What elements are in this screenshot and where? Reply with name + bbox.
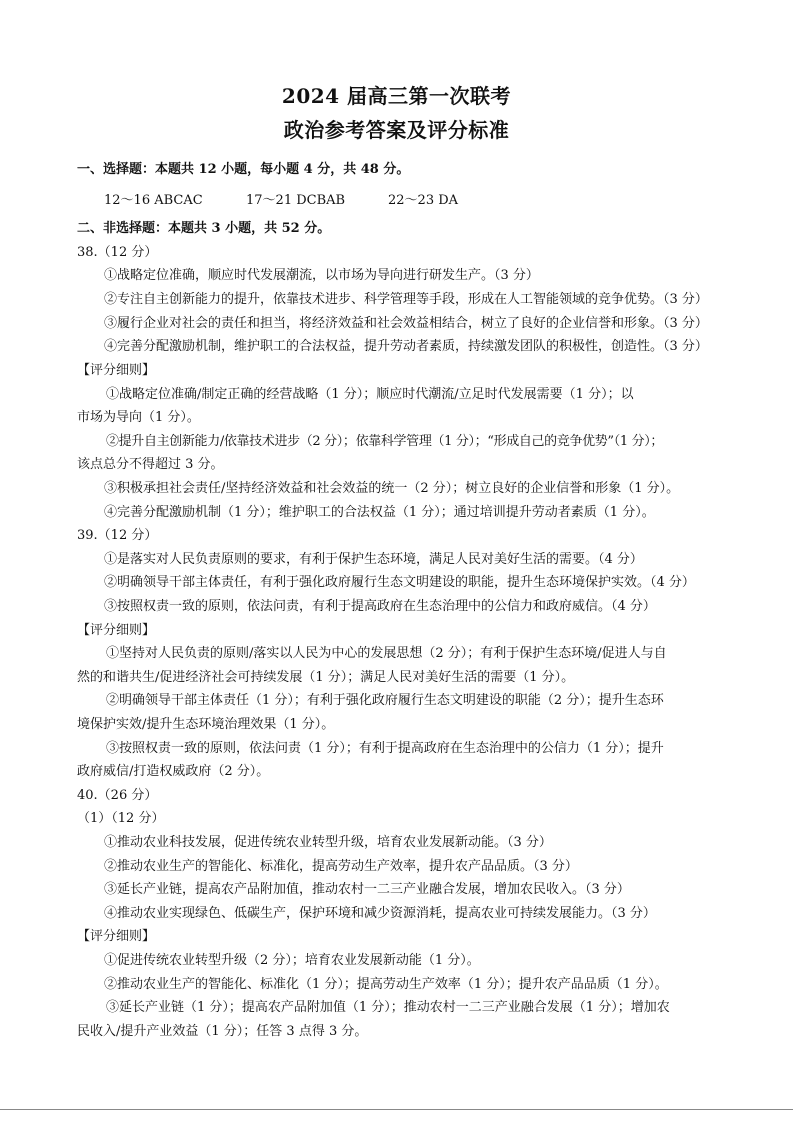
part1-heading: 一、选择题：本题共 12 小题，每小题 4 分，共 48 分。 bbox=[77, 162, 410, 177]
q38-rubric-line: ①战略定位准确/制定正确的经营战略（1 分）；顺应时代潮流/立足时代发展需要（1 分）；以 bbox=[106, 387, 634, 402]
question-39-label: 39.（12 分） bbox=[77, 528, 158, 543]
q38-point-2: ②专注自主创新能力的提升，依靠技术进步、科学管理等手段，形成在人工智能领域的竞争优势。（3 分） bbox=[104, 292, 708, 307]
q38-point-4: ④完善分配激励机制，维护职工的合法权益，提升劳动者素质，持续激发团队的积极性，创造性。（3 分） bbox=[104, 339, 708, 354]
q40-point-2: ②推动农业生产的智能化、标准化，提高劳动生产效率，提升农产品品质。（3 分） bbox=[104, 859, 578, 874]
q40-rubric-heading: 【评分细则】 bbox=[77, 929, 156, 944]
q39-point-2: ②明确领导干部主体责任，有利于强化政府履行生态文明建设的职能，提升生态环境保护实效。（4 分） bbox=[104, 575, 695, 590]
q40-point-3: ③延长产业链，提高农产品附加值，推动农村一二三产业融合发展，增加农民收入。（3 分） bbox=[104, 882, 630, 897]
q39-rubric-line: ③按照权责一致的原则，依法问责（1 分）；有利于提高政府在生态治理中的公信力（1 分）；提升 bbox=[106, 741, 664, 756]
answer-group-1: 12～16 ABCAC bbox=[104, 193, 203, 208]
page-title: 2024 届高三第一次联考 bbox=[281, 84, 512, 108]
q38-point-3: ③履行企业对社会的责任和担当，将经济效益和社会效益相结合，树立了良好的企业信誉和形象。（3 分） bbox=[104, 316, 708, 331]
q40-rubric-line: 民收入/提升产业效益（1 分）；任答 3 点得 3 分。 bbox=[77, 1024, 368, 1039]
question-40-label: 40.（26 分） bbox=[77, 788, 158, 803]
q38-rubric-line: ②提升自主创新能力/依靠技术进步（2 分）；依靠科学管理（1 分）；“形成自己的竞争优势”（1 分）； bbox=[106, 434, 664, 449]
q38-rubric-line: ④完善分配激励机制（1 分）；维护职工的合法权益（1 分）；通过培训提升劳动者素质（1 分）。 bbox=[104, 505, 655, 520]
q39-rubric-line: 政府威信/打造权威政府（2 分）。 bbox=[77, 764, 270, 779]
answer-group-2: 17～21 DCBAB bbox=[246, 193, 346, 208]
q39-point-3: ③按照权责一致的原则，依法问责，有利于提高政府在生态治理中的公信力和政府威信。（4 分） bbox=[104, 599, 656, 614]
q39-rubric-heading: 【评分细则】 bbox=[77, 623, 156, 638]
q38-rubric-heading: 【评分细则】 bbox=[77, 363, 156, 378]
q39-point-1: ①是落实对人民负责原则的要求，有利于保护生态环境，满足人民对美好生活的需要。（4 分） bbox=[104, 552, 643, 567]
q38-point-1: ①战略定位准确，顺应时代发展潮流，以市场为导向进行研发生产。（3 分） bbox=[104, 268, 539, 283]
question-38-label: 38.（12 分） bbox=[77, 245, 158, 260]
part2-heading: 二、非选择题：本题共 3 小题，共 52 分。 bbox=[77, 221, 331, 236]
q40-rubric-line: ①促进传统农业转型升级（2 分）；培育农业发展新动能（1 分）。 bbox=[104, 953, 480, 968]
q40-rubric-line: ②推动农业生产的智能化、标准化（1 分）；提高劳动生产效率（1 分）；提升农产品品质（1 分）。 bbox=[104, 977, 668, 992]
q39-rubric-line: ①坚持对人民负责的原则/落实以人民为中心的发展思想（2 分）；有利于保护生态环境/促进人与自 bbox=[106, 646, 667, 661]
q39-rubric-line: 境保护实效/提升生态环境治理效果（1 分）。 bbox=[77, 717, 335, 732]
q38-rubric-line: ③积极承担社会责任/坚持经济效益和社会效益的统一（2 分）；树立良好的企业信誉和形象（1 分）。 bbox=[104, 481, 680, 496]
q40-sub-label: （1）（12 分） bbox=[77, 811, 165, 826]
q39-rubric-line: ②明确领导干部主体责任（1 分）；有利于强化政府履行生态文明建设的职能（2 分）；提升生态环 bbox=[106, 693, 664, 708]
page-subtitle: 政治参考答案及评分标准 bbox=[283, 118, 510, 142]
q39-rubric-line: 然的和谐共生/促进经济社会可持续发展（1 分）；满足人民对美好生活的需要（1 分）。 bbox=[77, 670, 575, 685]
answer-group-3: 22～23 DA bbox=[388, 193, 459, 208]
q38-rubric-line: 该点总分不得超过 3 分。 bbox=[77, 457, 224, 472]
page-bottom-rule bbox=[0, 1109, 793, 1110]
q38-rubric-line: 市场为导向（1 分）。 bbox=[77, 410, 200, 425]
q40-rubric-line: ③延长产业链（1 分）；提高农产品附加值（1 分）；推动农村一二三产业融合发展（1 分）；增加农 bbox=[106, 1000, 670, 1015]
q40-point-1: ①推动农业科技发展，促进传统农业转型升级，培育农业发展新动能。（3 分） bbox=[104, 835, 552, 850]
q40-point-4: ④推动农业实现绿色、低碳生产，保护环境和减少资源消耗，提高农业可持续发展能力。（3 分） bbox=[104, 906, 656, 921]
